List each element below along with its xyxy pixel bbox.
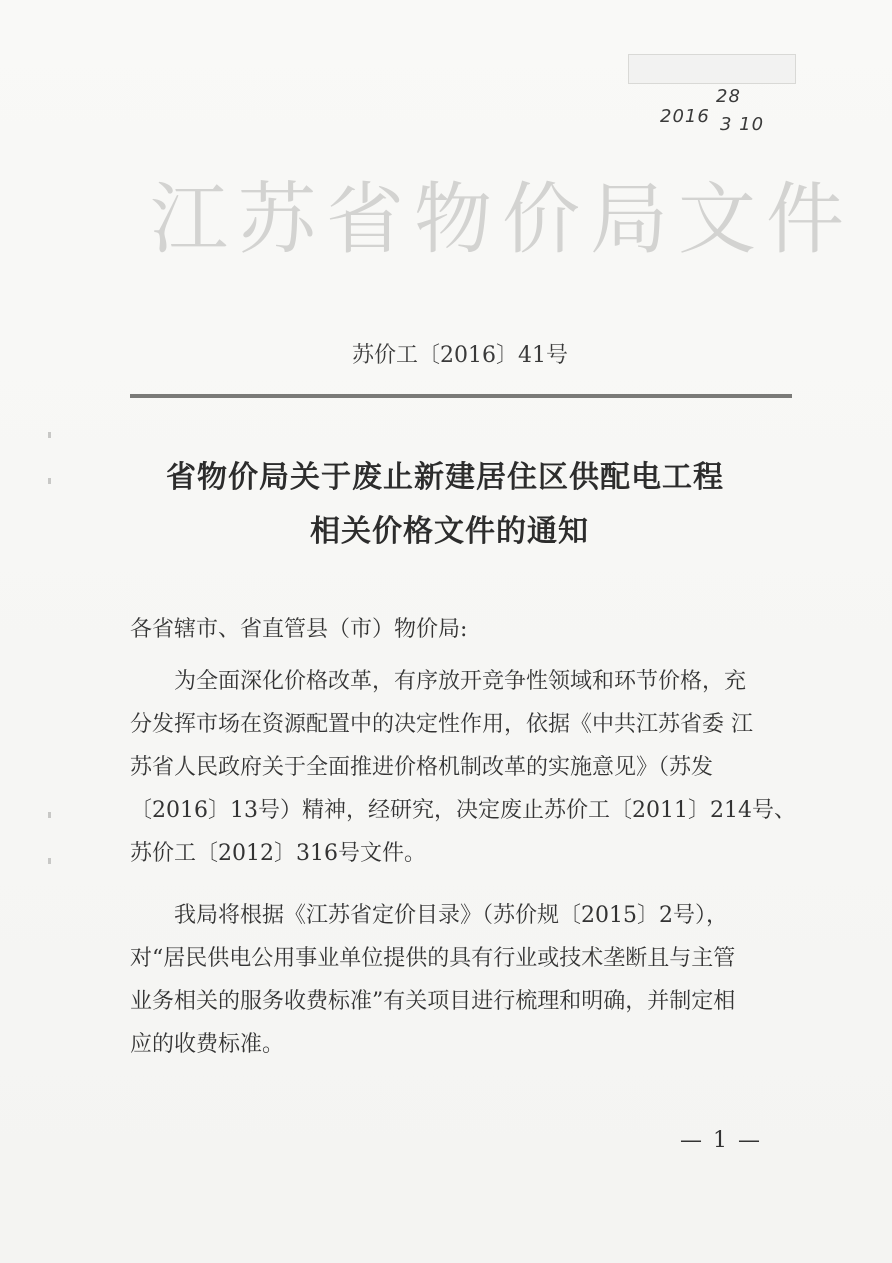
paragraph-1 <box>130 660 796 875</box>
handwritten-year: 2016 <box>660 106 710 127</box>
handwritten-number: 28 <box>716 86 741 107</box>
notice-title-line-2: 相关价格文件的通知 <box>310 514 589 549</box>
page-number: — 1 — <box>680 1128 762 1153</box>
paragraph-2-line: 我局将根据《江苏省定价目录》（苏价规〔2015〕2号）， <box>174 903 728 928</box>
paragraph-1-line: 苏省人民政府关于全面推进价格机制改革的实施意见》（苏发 <box>130 755 714 780</box>
paragraph-2-line: 对“居民供电公用事业单位提供的具有行业或技术垄断且与主管 <box>130 946 736 971</box>
paragraph-1-line: 苏价工〔2012〕316号文件。 <box>130 841 426 866</box>
salutation: 各省辖市、省直管县（市）物价局: <box>130 617 468 642</box>
notice-title-line-1: 省物价局关于废止新建居住区供配电工程 <box>166 460 724 495</box>
document-number: 苏价工〔2016〕41号 <box>352 343 568 368</box>
paragraph-2-line: 业务相关的服务收费标准”有关项目进行梳理和明确，并制定相 <box>130 989 736 1014</box>
receipt-stamp-box <box>628 54 796 84</box>
handwritten-date: 3 10 <box>720 114 765 135</box>
scan-margin-mark <box>48 858 51 864</box>
agency-header-title: 江苏省物价局文件 <box>150 175 855 265</box>
scan-margin-mark <box>48 478 51 484</box>
header-divider <box>130 394 792 398</box>
paragraph-1-line: 〔2016〕13号）精神，经研究，决定废止苏价工〔2011〕214号、 <box>130 798 796 823</box>
paragraph-2-line: 应的收费标准。 <box>130 1032 285 1057</box>
paragraph-1-line: 为全面深化价格改革，有序放开竞争性领域和环节价格，充 <box>174 669 747 694</box>
scan-margin-mark <box>48 812 51 818</box>
scan-margin-mark <box>48 432 51 438</box>
paragraph-2 <box>130 894 790 1066</box>
paragraph-1-line: 分发挥市场在资源配置中的决定性作用，依据《中共江苏省委 江 <box>130 712 753 737</box>
